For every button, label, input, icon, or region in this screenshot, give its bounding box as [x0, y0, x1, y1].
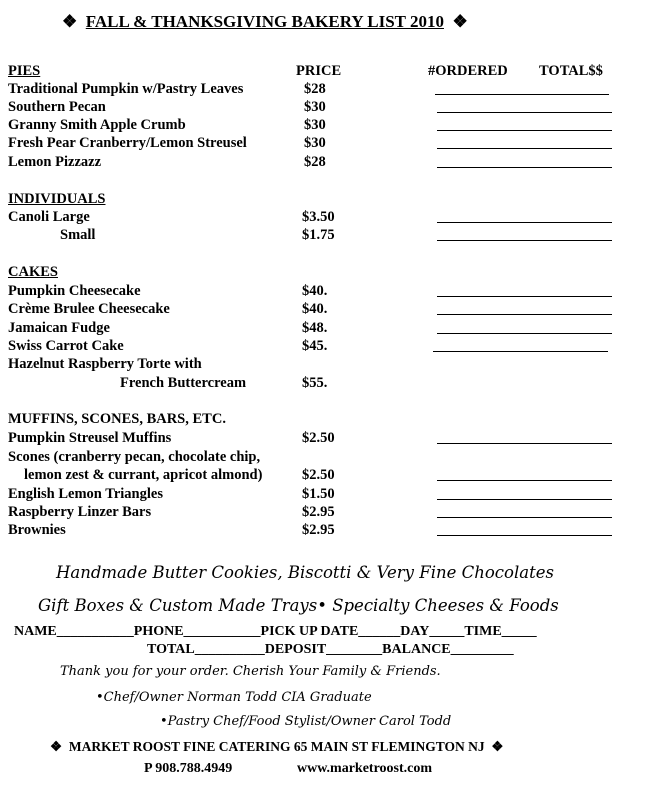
- section-heading-muffins: MUFFINS, SCONES, BARS, ETC.: [8, 411, 226, 427]
- footer-address: ❖ MARKET ROOST FINE CATERING 65 MAIN ST FLEMINGTON NJ ❖: [50, 739, 504, 754]
- phone-number: P 908.788.4949: [144, 761, 233, 776]
- item-name: Lemon Pizzazz: [8, 154, 102, 170]
- item-name: Raspberry Linzer Bars: [8, 504, 152, 520]
- order-blank[interactable]: [437, 296, 612, 297]
- price-header: PRICE: [296, 63, 342, 79]
- diamond-icon: ❖: [491, 739, 504, 754]
- order-blank[interactable]: [437, 480, 612, 481]
- item-price: $40.: [302, 283, 328, 299]
- item-name: Pumpkin Streusel Muffins: [8, 430, 172, 446]
- item-price: $1.75: [302, 227, 335, 243]
- diamond-icon: ❖: [62, 12, 78, 31]
- total-header: TOTAL$$: [539, 63, 603, 79]
- item-name: Pumpkin Cheesecake: [8, 283, 141, 299]
- item-name: English Lemon Triangles: [8, 486, 163, 502]
- item-name: Traditional Pumpkin w/Pastry Leaves: [8, 81, 244, 97]
- item-price: $2.95: [302, 522, 335, 538]
- section-heading-individuals: INDIVIDUALS: [8, 191, 106, 207]
- order-blank[interactable]: [437, 314, 612, 315]
- order-blank[interactable]: [437, 517, 612, 518]
- order-blank[interactable]: [437, 112, 612, 113]
- diamond-icon: ❖: [50, 739, 63, 754]
- pastry-chef-line: •Pastry Chef/Food Stylist/Owner Carol Todd: [160, 714, 452, 729]
- item-name: Small: [60, 227, 96, 243]
- item-name-cont: French Buttercream: [120, 375, 247, 391]
- order-form-line-1[interactable]: NAME___________PHONE___________PICK UP DATE______DAY_____TIME_____: [14, 624, 537, 639]
- item-name: Brownies: [8, 522, 66, 538]
- item-name: Jamaican Fudge: [8, 320, 110, 336]
- item-price: $45.: [302, 338, 328, 354]
- item-price: $2.50: [302, 467, 335, 483]
- order-blank[interactable]: [437, 222, 612, 223]
- item-price: $30: [304, 99, 326, 115]
- order-blank[interactable]: [433, 351, 608, 352]
- item-price: $30: [304, 117, 326, 133]
- item-price: $2.95: [302, 504, 335, 520]
- item-name: Swiss Carrot Cake: [8, 338, 124, 354]
- order-blank[interactable]: [437, 535, 612, 536]
- item-name: Southern Pecan: [8, 99, 106, 115]
- item-name: Hazelnut Raspberry Torte with: [8, 356, 202, 372]
- item-price: $30: [304, 135, 326, 151]
- section-heading-cakes: CAKES: [8, 264, 58, 280]
- ordered-header: #ORDERED: [428, 63, 508, 79]
- item-price: $28: [304, 154, 326, 170]
- item-name: Granny Smith Apple Crumb: [8, 117, 186, 133]
- order-blank[interactable]: [437, 130, 612, 131]
- item-name: Canoli Large: [8, 209, 90, 225]
- item-price: $55.: [302, 375, 328, 391]
- thank-you-note: Thank you for your order. Cherish Your Family & Friends.: [60, 664, 441, 679]
- item-name: Crème Brulee Cheesecake: [8, 301, 170, 317]
- item-price: $40.: [302, 301, 328, 317]
- order-blank[interactable]: [437, 167, 612, 168]
- item-price: $1.50: [302, 486, 335, 502]
- order-blank[interactable]: [435, 94, 609, 95]
- item-price: $48.: [302, 320, 328, 336]
- website-link[interactable]: www.marketroost.com: [297, 761, 433, 776]
- item-name-cont: lemon zest & currant, apricot almond): [24, 467, 263, 483]
- item-price: $3.50: [302, 209, 335, 225]
- tagline-cookies: Handmade Butter Cookies, Biscotti & Very Fine Chocolates: [56, 563, 554, 582]
- item-name: Fresh Pear Cranberry/Lemon Streusel: [8, 135, 247, 151]
- diamond-icon: ❖: [452, 12, 468, 31]
- chef-owner-line: •Chef/Owner Norman Todd CIA Graduate: [96, 690, 372, 705]
- page-title: ❖ FALL & THANKSGIVING BAKERY LIST 2010 ❖: [62, 12, 468, 31]
- order-blank[interactable]: [437, 333, 612, 334]
- item-price: $2.50: [302, 430, 335, 446]
- section-heading-pies: PIES: [8, 63, 41, 79]
- order-blank[interactable]: [437, 240, 612, 241]
- order-blank[interactable]: [437, 499, 612, 500]
- order-blank[interactable]: [437, 148, 612, 149]
- item-name: Scones (cranberry pecan, chocolate chip,: [8, 449, 261, 465]
- order-blank[interactable]: [437, 443, 612, 444]
- order-form-line-2[interactable]: TOTAL__________DEPOSIT________BALANCE_________: [147, 642, 514, 657]
- item-price: $28: [304, 81, 326, 97]
- tagline-gifts: Gift Boxes & Custom Made Trays• Specialty Cheeses & Foods: [38, 596, 559, 615]
